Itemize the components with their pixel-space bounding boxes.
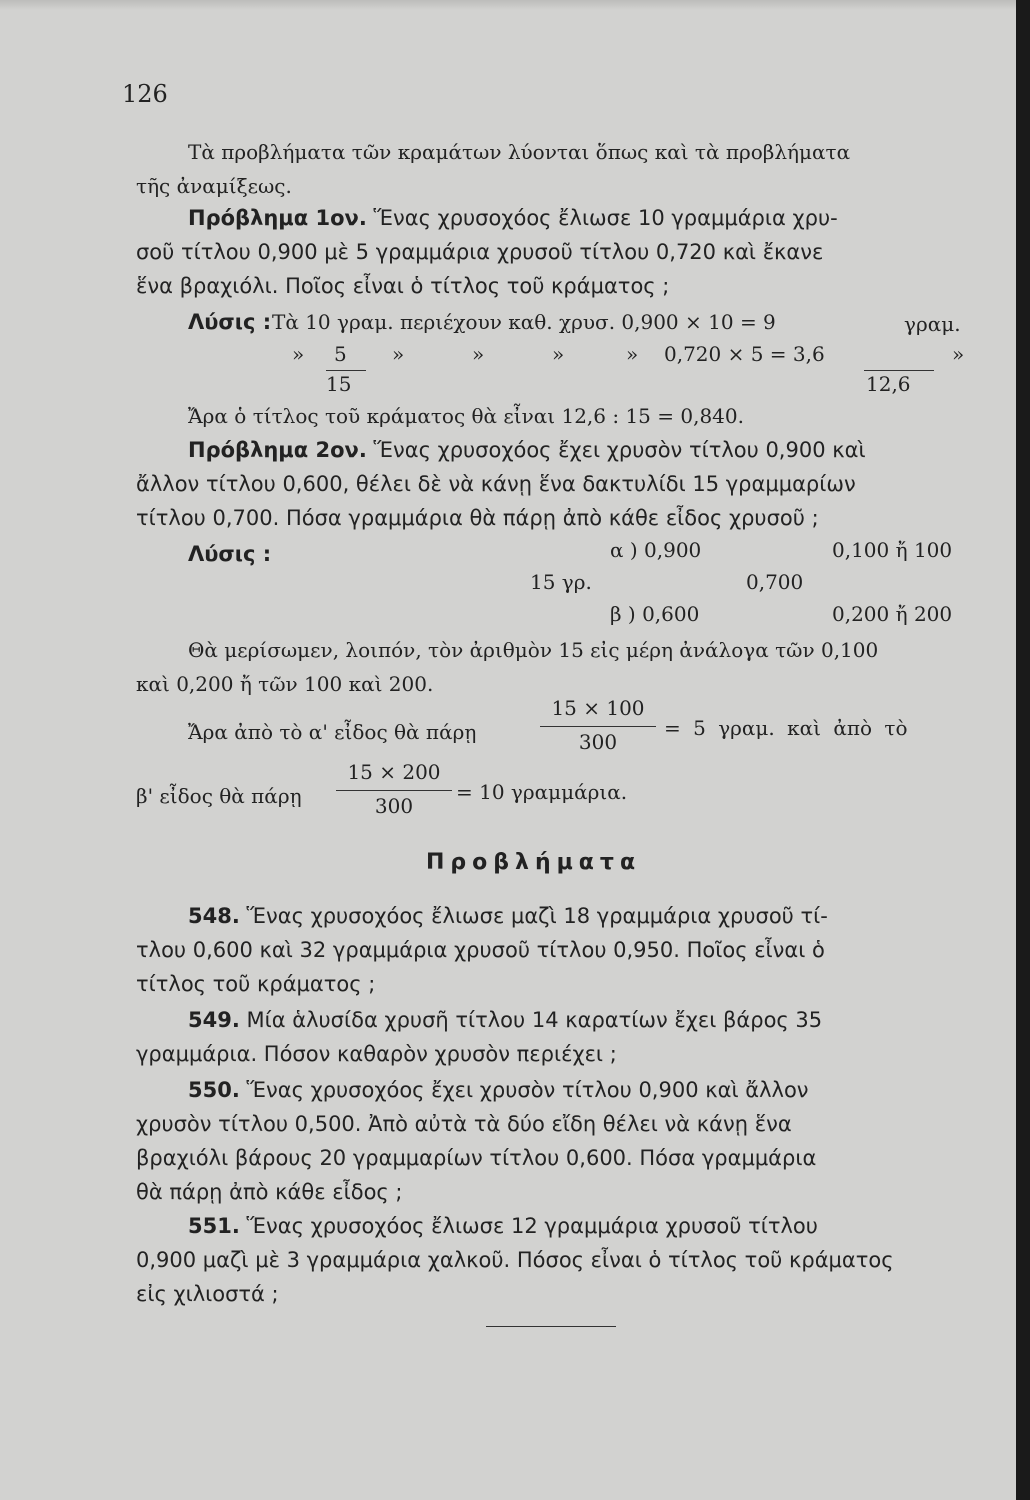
alligation-alpha-diff: 0,100 ἤ 100 [832, 538, 953, 562]
solution-row-1: Τὰ 10 γραμ. περιέχουν καθ. χρυσ. 0,900 × 10 = 9 [272, 310, 776, 334]
fraction-1-bar [540, 726, 656, 727]
sum-line-right [864, 370, 934, 371]
page-number: 126 [122, 80, 168, 108]
solution-row-2-quantity: 5 [334, 342, 347, 366]
alligation-alpha: α ) 0,900 [610, 538, 702, 562]
alligation-target: 0,700 [746, 570, 804, 594]
problem-1-solution-label: Λύσις : [188, 310, 272, 334]
problem-1-statement [188, 206, 838, 230]
exercise-549-line-1: Μία ἁλυσίδα χρυσῆ τίτλου 14 καρατίων ἔχει βάρος 35 [246, 1008, 823, 1032]
exercise-550 [188, 1078, 809, 1102]
fraction-1-numerator: 15 × 100 [551, 696, 645, 720]
exercise-551-line-3: εἰς χιλιοστά ; [136, 1282, 279, 1306]
exercise-551-line-1: Ἕνας χρυσοχόος ἔλιωσε 12 γραμμάρια χρυσοῦ τίτλου [246, 1214, 818, 1238]
exercise-550-line-1: Ἕνας χρυσοχόος ἔχει χρυσὸν τίτλου 0,900 καὶ ἄλλον [246, 1078, 809, 1102]
alligation-total: 15 γρ. [530, 570, 592, 594]
ditto-mark: » [952, 342, 965, 366]
exercise-550-line-2: χρυσὸν τίτλου 0,500. Ἀπὸ αὐτὰ τὰ δύο εἴδη θέλει νὰ κάνῃ ἕνα [136, 1112, 792, 1136]
problem-1-heading: Πρόβλημα 1ον. [188, 206, 367, 230]
fraction-1-prefix: Ἄρα ἀπὸ τὸ α' εἶδος θὰ πάρῃ [188, 720, 477, 744]
ditto-mark: » [552, 342, 565, 366]
sum-line-left [326, 370, 366, 371]
ditto-mark: » [472, 342, 485, 366]
page-top-shadow [0, 0, 1030, 10]
sum-right: 12,6 [866, 372, 911, 396]
exercise-549-number: 549. [188, 1008, 240, 1032]
problem-2-line-1: Ἕνας χρυσοχόος ἔχει χρυσὸν τίτλου 0,900 καὶ [373, 438, 866, 462]
exercise-548 [188, 904, 828, 928]
exercise-548-line-1: Ἕνας χρυσοχόος ἔλιωσε μαζὶ 18 γραμμάρια χρυσοῦ τί- [246, 904, 828, 928]
exercise-551-number: 551. [188, 1214, 240, 1238]
exercise-549-line-2: γραμμάρια. Πόσον καθαρὸν χρυσὸν περιέχει ; [136, 1042, 617, 1066]
problem-2-text-2: καὶ 0,200 ἤ τῶν 100 καὶ 200. [136, 672, 434, 696]
fraction-2-numerator: 15 × 200 [347, 760, 441, 784]
solution-row-2-calc: 0,720 × 5 = 3,6 [664, 342, 825, 366]
problem-1-conclusion: Ἄρα ὁ τίτλος τοῦ κράματος θὰ εἶναι 12,6 : 15 = 0,840. [188, 404, 744, 428]
problem-2-statement [188, 438, 866, 462]
exercise-548-line-3: τίτλος τοῦ κράματος ; [136, 972, 376, 996]
problem-1-line-3: ἕνα βραχιόλι. Ποῖος εἶναι ὁ τίτλος τοῦ κράματος ; [136, 274, 670, 298]
fraction-2-suffix: = 10 γραμμάρια. [456, 780, 628, 804]
problem-2-line-2: ἄλλον τίτλου 0,600, θέλει δὲ νὰ κάνῃ ἕνα δακτυλίδι 15 γραμμαρίων [136, 472, 856, 496]
alligation-beta-diff: 0,200 ἤ 200 [832, 602, 953, 626]
fraction-1-denominator: 300 [578, 730, 618, 754]
exercise-549 [188, 1008, 822, 1032]
closing-rule [486, 1326, 616, 1327]
alligation-beta: β ) 0,600 [610, 602, 700, 626]
exercise-550-line-3: βραχιόλι βάρους 20 γραμμαρίων τίτλου 0,600. Πόσα γραμμάρια [136, 1146, 817, 1170]
exercise-551-line-2: 0,900 μαζὶ μὲ 3 γραμμάρια χαλκοῦ. Πόσος εἶναι ὁ τίτλος τοῦ κράματος [136, 1248, 894, 1272]
exercise-550-line-4: θὰ πάρῃ ἀπὸ κάθε εἶδος ; [136, 1180, 403, 1204]
problem-1-line-2: σοῦ τίτλου 0,900 μὲ 5 γραμμάρια χρυσοῦ τίτλου 0,720 καὶ ἔκανε [136, 240, 824, 264]
ditto-mark: » [292, 342, 305, 366]
problem-2-line-3: τίτλου 0,700. Πόσα γραμμάρια θὰ πάρῃ ἀπὸ κάθε εἶδος χρυσοῦ ; [136, 506, 819, 530]
problem-2-solution-label: Λύσις : [188, 542, 272, 566]
exercise-548-number: 548. [188, 904, 240, 928]
problem-2-heading: Πρόβλημα 2ον. [188, 438, 367, 462]
section-title: Προβλήματα [426, 850, 642, 875]
intro-line-2: τῆς ἀναμίξεως. [136, 174, 292, 198]
page-right-edge [1016, 0, 1030, 1500]
exercise-550-number: 550. [188, 1078, 240, 1102]
sum-left: 15 [326, 372, 352, 396]
solution-row-1-unit: γραμ. [904, 312, 961, 336]
exercise-551 [188, 1214, 818, 1238]
fraction-2-bar [336, 790, 452, 791]
ditto-mark: » [392, 342, 405, 366]
problem-1-line-1: Ἕνας χρυσοχόος ἔλιωσε 10 γραμμάρια χρυ- [373, 206, 838, 230]
fraction-1-suffix: = 5 γραμ. καὶ ἀπὸ τὸ [664, 716, 908, 740]
fraction-2-denominator: 300 [374, 794, 414, 818]
problem-2-text-1: Θὰ μερίσωμεν, λοιπόν, τὸν ἀριθμὸν 15 εἰς μέρη ἀνάλογα τῶν 0,100 [188, 638, 879, 662]
fraction-2-prefix: β' εἶδος θὰ πάρῃ [136, 784, 302, 808]
ditto-mark: » [626, 342, 639, 366]
exercise-548-line-2: τλου 0,600 καὶ 32 γραμμάρια χρυσοῦ τίτλου 0,950. Ποῖος εἶναι ὁ [136, 938, 825, 962]
intro-line-1: Τὰ προβλήματα τῶν κραμάτων λύονται ὅπως καὶ τὰ προβλήματα [188, 140, 851, 164]
